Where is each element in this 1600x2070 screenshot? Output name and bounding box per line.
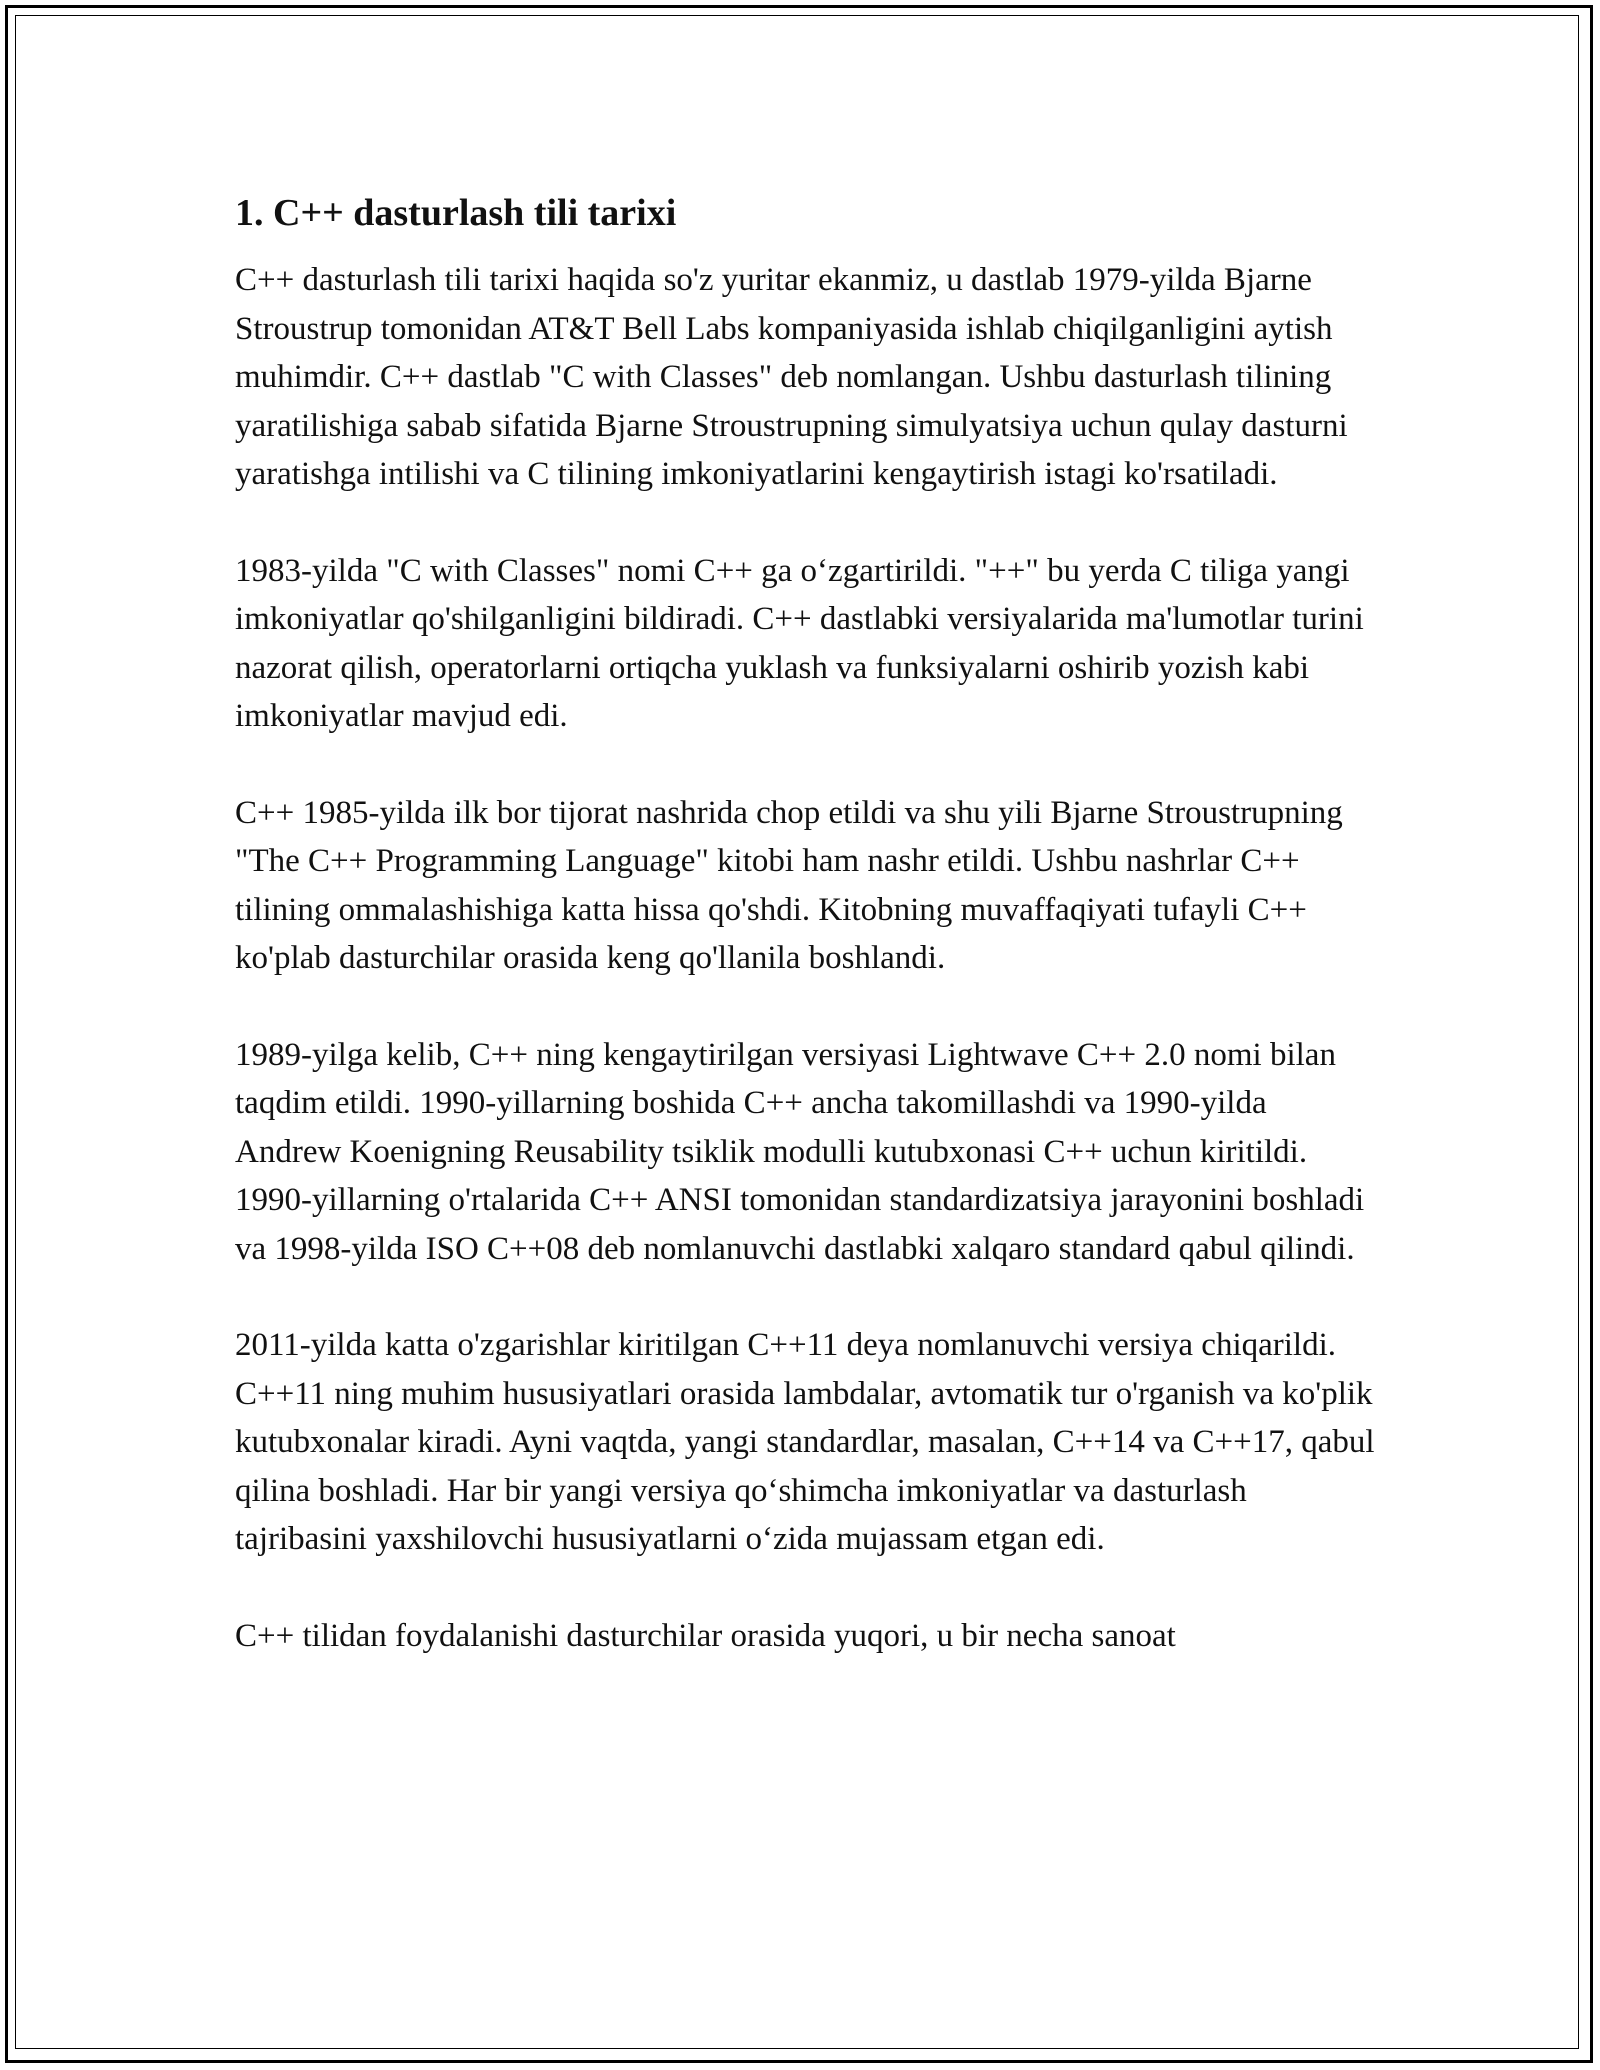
document-body bbox=[235, 188, 1375, 1708]
paragraph-1989-standard: 1989-yilga kelib, C++ ning kengaytirilgan versiyasi Lightwave C++ 2.0 nomi bilan taqdim etildi. 1990-yillarning boshida C++ ancha takomillashdi va 1990-yilda Andrew Koenigning Reusability tsiklik modulli kutubxonasi C++ uchun kiritildi. 1990-yillarning o'rtalarida C++ ANSI tomonidan standardizatsiya jarayonini boshladi va 1998-yilda ISO C++08 deb nomlanuvchi dastlabki xalqaro standard qabul qilindi. bbox=[235, 1036, 1365, 1267]
paragraph-2011-cpp11: 2011-yilda katta o'zgarishlar kiritilgan C++11 deya nomlanuvchi versiya chiqarildi. C++11 ning muhim hususiyatlari orasida lambdalar, avtomatik tur o'rganish va ko'plik kutubxonalar kiradi. Ayni vaqtda, yangi standardlar, masalan, C++14 va C++17, qabul qilina boshladi. Har bir yangi versiya qo‘shimcha imkoniyatlar va dasturlash tajribasini yaxshilovchi hususiyatlarni o‘zida mujassam etgan edi. bbox=[235, 1327, 1375, 1557]
paragraph-usage: C++ tilidan foydalanishi dasturchilar orasida yuqori, u bir necha sanoat bbox=[235, 1617, 1176, 1654]
paragraph-1983-rename: 1983-yilda "C with Classes" nomi C++ ga o‘zgartirildi. "++" bu yerda C tiliga yangi imkoniyatlar qo'shilganligini bildiradi. C++ dastlabki versiyalarida ma'lumotlar turini nazorat qilish, operatorlarni ortiqcha yuklash va funksiyalarni oshirib yozish kabi imkoniyatlar mavjud edi. bbox=[235, 552, 1364, 734]
paragraph-history-origin: C++ dasturlash tili tarixi haqida so'z yuritar ekanmiz, u dastlab 1979-yilda Bjarne Stroustrup tomonidan AT&T Bell Labs kompaniyasida ishlab chiqilganligini aytish muhimdir. C++ dastlab "C with Classes" deb nomlangan. Ushbu dasturlash tilining yaratilishiga sabab sifatida Bjarne Stroustrupning simulyatsiya uchun qulay dasturni yaratishga intilishi va C tilining imkoniyatlarini kengaytirish istagi ko'rsatiladi. bbox=[235, 262, 1348, 492]
paragraph-1985-release: C++ 1985-yilda ilk bor tijorat nashrida chop etildi va shu yili Bjarne Stroustrupning "The C++ Programming Language" kitobi ham nashr etildi. Ushbu nashrlar C++ tilining ommalashishiga katta hissa qo'shdi. Kitobning muvaffaqiyati tufayli C++ ko'plab dasturchilar orasida keng qo'llanila boshlandi. bbox=[235, 794, 1343, 976]
section-heading: 1. C++ dasturlash tili tarixi bbox=[235, 192, 677, 234]
